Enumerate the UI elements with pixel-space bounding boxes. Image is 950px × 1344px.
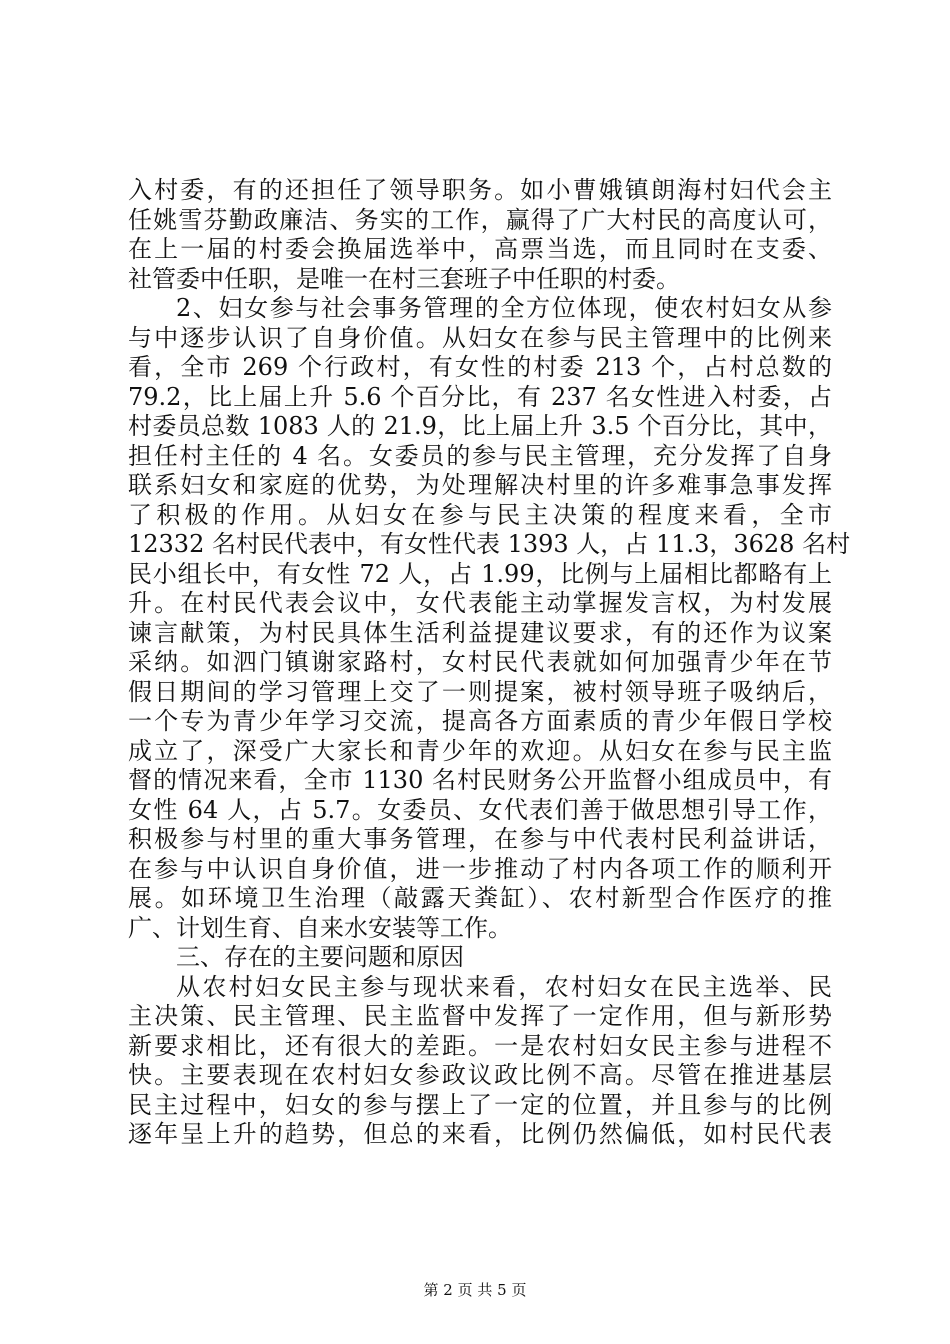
text-line: 12332 名村民代表中，有女性代表 1393 人，占 11.3，3628 名村 <box>128 530 851 558</box>
text-line: 村委员总数 1083 人的 21.9，比上届上升 3.5 个百分比，其中， <box>128 412 832 440</box>
text-line: 了积极的作用。从妇女在参与民主决策的程度来看，全市 <box>128 500 832 529</box>
text-line: 一个专为青少年学习交流，提高各方面素质的青少年假日学校 <box>128 707 832 735</box>
text-line: 采纳。如泗门镇谢家路村，女村民代表就如何加强青少年在节 <box>128 648 832 676</box>
text-line: 新要求相比，还有很大的差距。一是农村妇女民主参与进程不 <box>128 1031 832 1060</box>
text-line: 入村委，有的还担任了领导职务。如小曹娥镇朗海村妇代会主 <box>128 176 832 204</box>
text-line: 在参与中认识自身价值，进一步推动了村内各项工作的顺利开 <box>128 854 832 883</box>
text-line: 展。如环境卫生治理（敲露天粪缸）、农村新型合作医疗的推 <box>128 884 832 912</box>
text-line: 在上一届的村委会换届选举中，高票当选，而且同时在支委、 <box>128 235 832 263</box>
body-text <box>128 176 851 1150</box>
text-line: 2、妇女参与社会事务管理的全方位体现，使农村妇女从参 <box>176 294 832 322</box>
text-line: 从农村妇女民主参与现状来看，农村妇女在民主选举、民 <box>176 972 832 1001</box>
text-line: 主决策、民主管理、民主监督中发挥了一定作用，但与新形势 <box>128 1002 832 1030</box>
text-line: 快。主要表现在农村妇女参政议政比例不高。尽管在推进基层 <box>128 1061 832 1089</box>
text-line: 三、存在的主要问题和原因 <box>176 943 464 971</box>
text-line: 民小组长中，有女性 72 人，占 1.99，比例与上届相比都略有上 <box>128 559 832 588</box>
text-line: 与中逐步认识了自身价值。从妇女在参与民主管理中的比例来 <box>128 323 832 352</box>
text-line: 升。在村民代表会议中，女代表能主动掌握发言权，为村发展 <box>128 589 832 617</box>
text-line: 联系妇女和家庭的优势，为处理解决村里的许多难事急事发挥 <box>128 471 832 499</box>
text-line: 积极参与村里的重大事务管理，在参与中代表村民利益讲话， <box>128 825 832 853</box>
text-line: 79.2，比上届上升 5.6 个百分比，有 237 名女性进入村委，占 <box>128 382 832 411</box>
text-line: 民主过程中，妇女的参与摆上了一定的位置，并且参与的比例 <box>128 1090 832 1119</box>
text-line: 假日期间的学习管理上交了一则提案，被村领导班子吸纳后， <box>128 677 832 706</box>
text-line: 女性 64 人，占 5.7。女委员、女代表们善于做思想引导工作， <box>128 795 832 824</box>
text-line: 看，全市 269 个行政村，有女性的村委 213 个，占村总数的 <box>128 353 832 381</box>
page-footer: 第 2 页 共 5 页 <box>423 1281 527 1299</box>
text-line: 任姚雪芬勤政廉洁、务实的工作，赢得了广大村民的高度认可， <box>128 205 832 234</box>
text-line: 担任村主任的 4 名。女委员的参与民主管理，充分发挥了自身 <box>128 441 832 470</box>
text-line: 社管委中任职，是唯一在村三套班子中任职的村委。 <box>128 264 680 293</box>
text-line: 成立了，深受广大家长和青少年的欢迎。从妇女在参与民主监 <box>128 736 832 765</box>
text-line: 广、计划生育、自来水安装等工作。 <box>128 913 512 942</box>
text-line: 逐年呈上升的趋势，但总的来看，比例仍然偏低，如村民代表 <box>128 1120 832 1148</box>
text-line: 督的情况来看，全市 1130 名村民财务公开监督小组成员中，有 <box>128 766 832 794</box>
text-line: 谏言献策，为村民具体生活利益提建议要求，有的还作为议案 <box>128 618 832 647</box>
